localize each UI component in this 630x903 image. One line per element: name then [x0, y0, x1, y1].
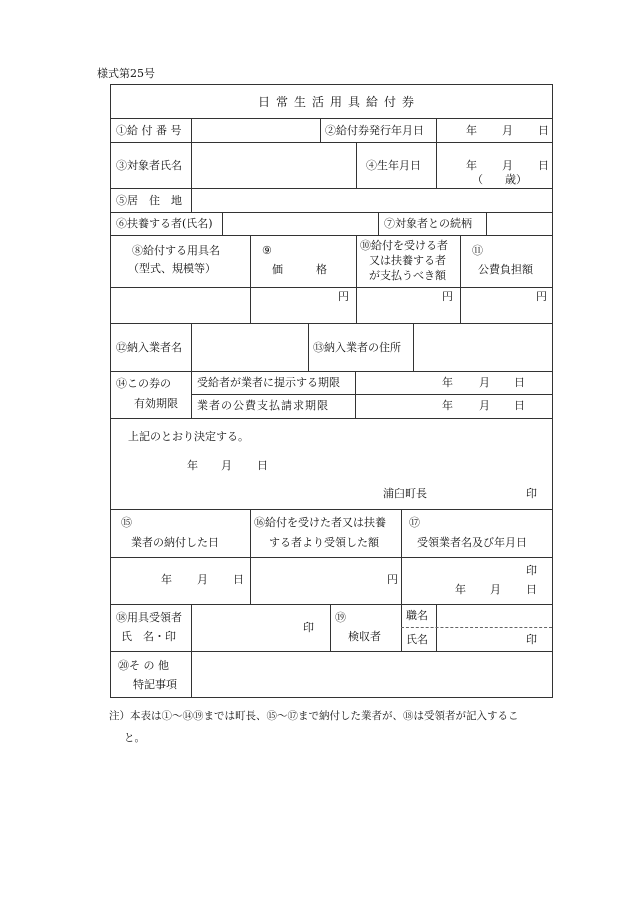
col-line: [436, 118, 437, 142]
unit-day: 日: [233, 573, 244, 586]
label-recipient: ⑱用具受領者: [116, 611, 182, 624]
label-item: ⑧給付する用具名: [132, 244, 220, 257]
footnote: 注）本表は①～⑭⑲までは町長、⑮～⑰まで納付した業者が、⑱は受領者が記入するこ: [109, 710, 519, 722]
label-guardian: ⑥扶養する者(氏名): [116, 217, 213, 230]
table-border-bottom: [110, 697, 553, 698]
seal-mark: 印: [526, 487, 537, 500]
col-line: [413, 323, 414, 371]
form-title: 日常生活用具給付券: [258, 95, 421, 109]
unit-month: 月: [479, 376, 490, 389]
mayor-title: 浦臼町長: [383, 487, 427, 500]
label-delivered-number: ⑮: [121, 516, 132, 529]
col-line: [436, 142, 437, 188]
label-other: ⑳そ の 他: [118, 659, 169, 672]
table-border-left: [110, 84, 111, 698]
col-line: [250, 509, 251, 604]
label-birth: ④生年月日: [366, 159, 421, 172]
seal-mark: 印: [526, 564, 537, 577]
row-line: [110, 235, 553, 236]
label-valid: ⑭この券の: [116, 377, 171, 390]
label-inspector: 検収者: [348, 630, 381, 643]
unit-yen: 円: [338, 290, 349, 303]
row-line: [110, 651, 553, 652]
label-item-spec: （型式、規模等）: [128, 262, 216, 275]
col-line: [191, 371, 192, 418]
row-line: [110, 323, 553, 324]
label-number: ①給 付 番 号: [116, 124, 182, 137]
unit-yen: 円: [536, 290, 547, 303]
label-price: 価 格: [272, 263, 327, 276]
seal-mark: 印: [526, 633, 537, 646]
seal-mark: 印: [303, 621, 314, 634]
unit-year: 年: [161, 573, 172, 586]
col-line: [355, 371, 356, 418]
col-line: [250, 235, 251, 323]
unit-day: 日: [514, 376, 525, 389]
row-line: [110, 509, 553, 510]
col-line: [330, 604, 331, 651]
unit-year: 年: [455, 583, 466, 596]
label-received-amount: ⑯給付を受けた者又は扶養: [254, 516, 386, 529]
label-payable: 又は扶養する者: [369, 254, 446, 267]
row-line: [110, 142, 553, 143]
label-vendor-name: ⑫納入業者名: [116, 341, 182, 354]
table-border-top: [110, 84, 553, 85]
col-line: [191, 604, 192, 651]
age-field: （ 歳）: [472, 173, 527, 186]
label-public-burden: 公費負担額: [478, 263, 533, 276]
unit-month: 月: [479, 399, 490, 412]
label-inspector-number: ⑲: [335, 611, 346, 624]
label-payable: が支払うべき額: [369, 269, 446, 282]
label-present-deadline: 受給者が業者に提示する期限: [197, 376, 340, 389]
label-address: ⑤居 住 地: [116, 194, 182, 207]
dashed-divider: [401, 627, 552, 628]
unit-year: 年: [442, 399, 453, 412]
table-border-right: [552, 84, 553, 698]
label-valid: 有効期限: [134, 397, 178, 410]
col-line: [320, 118, 321, 142]
row-line: [110, 371, 553, 372]
row-line: [110, 118, 553, 119]
label-vendor-address: ⑬納入業者の住所: [313, 341, 401, 354]
unit-day: 日: [538, 159, 549, 172]
unit-month: 月: [221, 459, 232, 472]
row-line: [110, 604, 553, 605]
label-recipient-seal: 氏 名・印: [121, 630, 176, 643]
label-delivered-date: 業者の納付した日: [131, 536, 219, 549]
label-name: ③対象者氏名: [116, 159, 182, 172]
row-line: [191, 394, 553, 395]
col-line: [401, 509, 402, 604]
unit-year: 年: [442, 376, 453, 389]
row-line: [110, 418, 553, 419]
col-line: [191, 188, 192, 212]
unit-year: 年: [466, 124, 477, 137]
col-line: [356, 142, 357, 188]
label-special-notes: 特記事項: [133, 678, 177, 691]
col-line: [356, 235, 357, 323]
unit-day: 日: [257, 459, 268, 472]
unit-month: 月: [490, 583, 501, 596]
form-number-label: 様式第25号: [97, 67, 155, 80]
col-line: [460, 235, 461, 323]
row-line: [110, 557, 553, 558]
row-line: [110, 287, 553, 288]
label-post: 職名: [406, 609, 428, 622]
row-line: [110, 188, 553, 189]
footnote-continuation: と。: [124, 732, 145, 744]
unit-yen: 円: [442, 290, 453, 303]
label-price-number: ⑨: [262, 244, 272, 257]
label-payable: ⑩給付を受ける者: [360, 239, 448, 252]
col-line: [378, 212, 379, 235]
unit-day: 日: [538, 124, 549, 137]
label-claim-deadline: 業者の公費支払請求期限: [197, 399, 329, 412]
unit-year: 年: [466, 159, 477, 172]
label-received-amount: する者より受領した額: [269, 536, 379, 549]
label-relation: ⑦対象者との続柄: [384, 217, 472, 230]
decision-text: 上記のとおり決定する。: [128, 430, 249, 443]
col-line: [191, 118, 192, 142]
unit-month: 月: [502, 159, 513, 172]
label-vendor-received-number: ⑰: [409, 516, 420, 529]
label-vendor-received: 受領業者名及び年月日: [417, 536, 527, 549]
col-line: [191, 323, 192, 371]
label-public-number: ⑪: [472, 244, 483, 257]
col-line: [308, 323, 309, 371]
label-issue-date: ②給付券発行年月日: [325, 124, 424, 137]
unit-month: 月: [502, 124, 513, 137]
unit-month: 月: [197, 573, 208, 586]
unit-year: 年: [187, 459, 198, 472]
label-person: 氏名: [406, 633, 428, 646]
col-line: [222, 212, 223, 235]
unit-yen: 円: [387, 573, 398, 586]
unit-day: 日: [514, 399, 525, 412]
col-line: [191, 651, 192, 697]
unit-day: 日: [526, 583, 537, 596]
col-line: [191, 142, 192, 188]
col-line: [486, 212, 487, 235]
